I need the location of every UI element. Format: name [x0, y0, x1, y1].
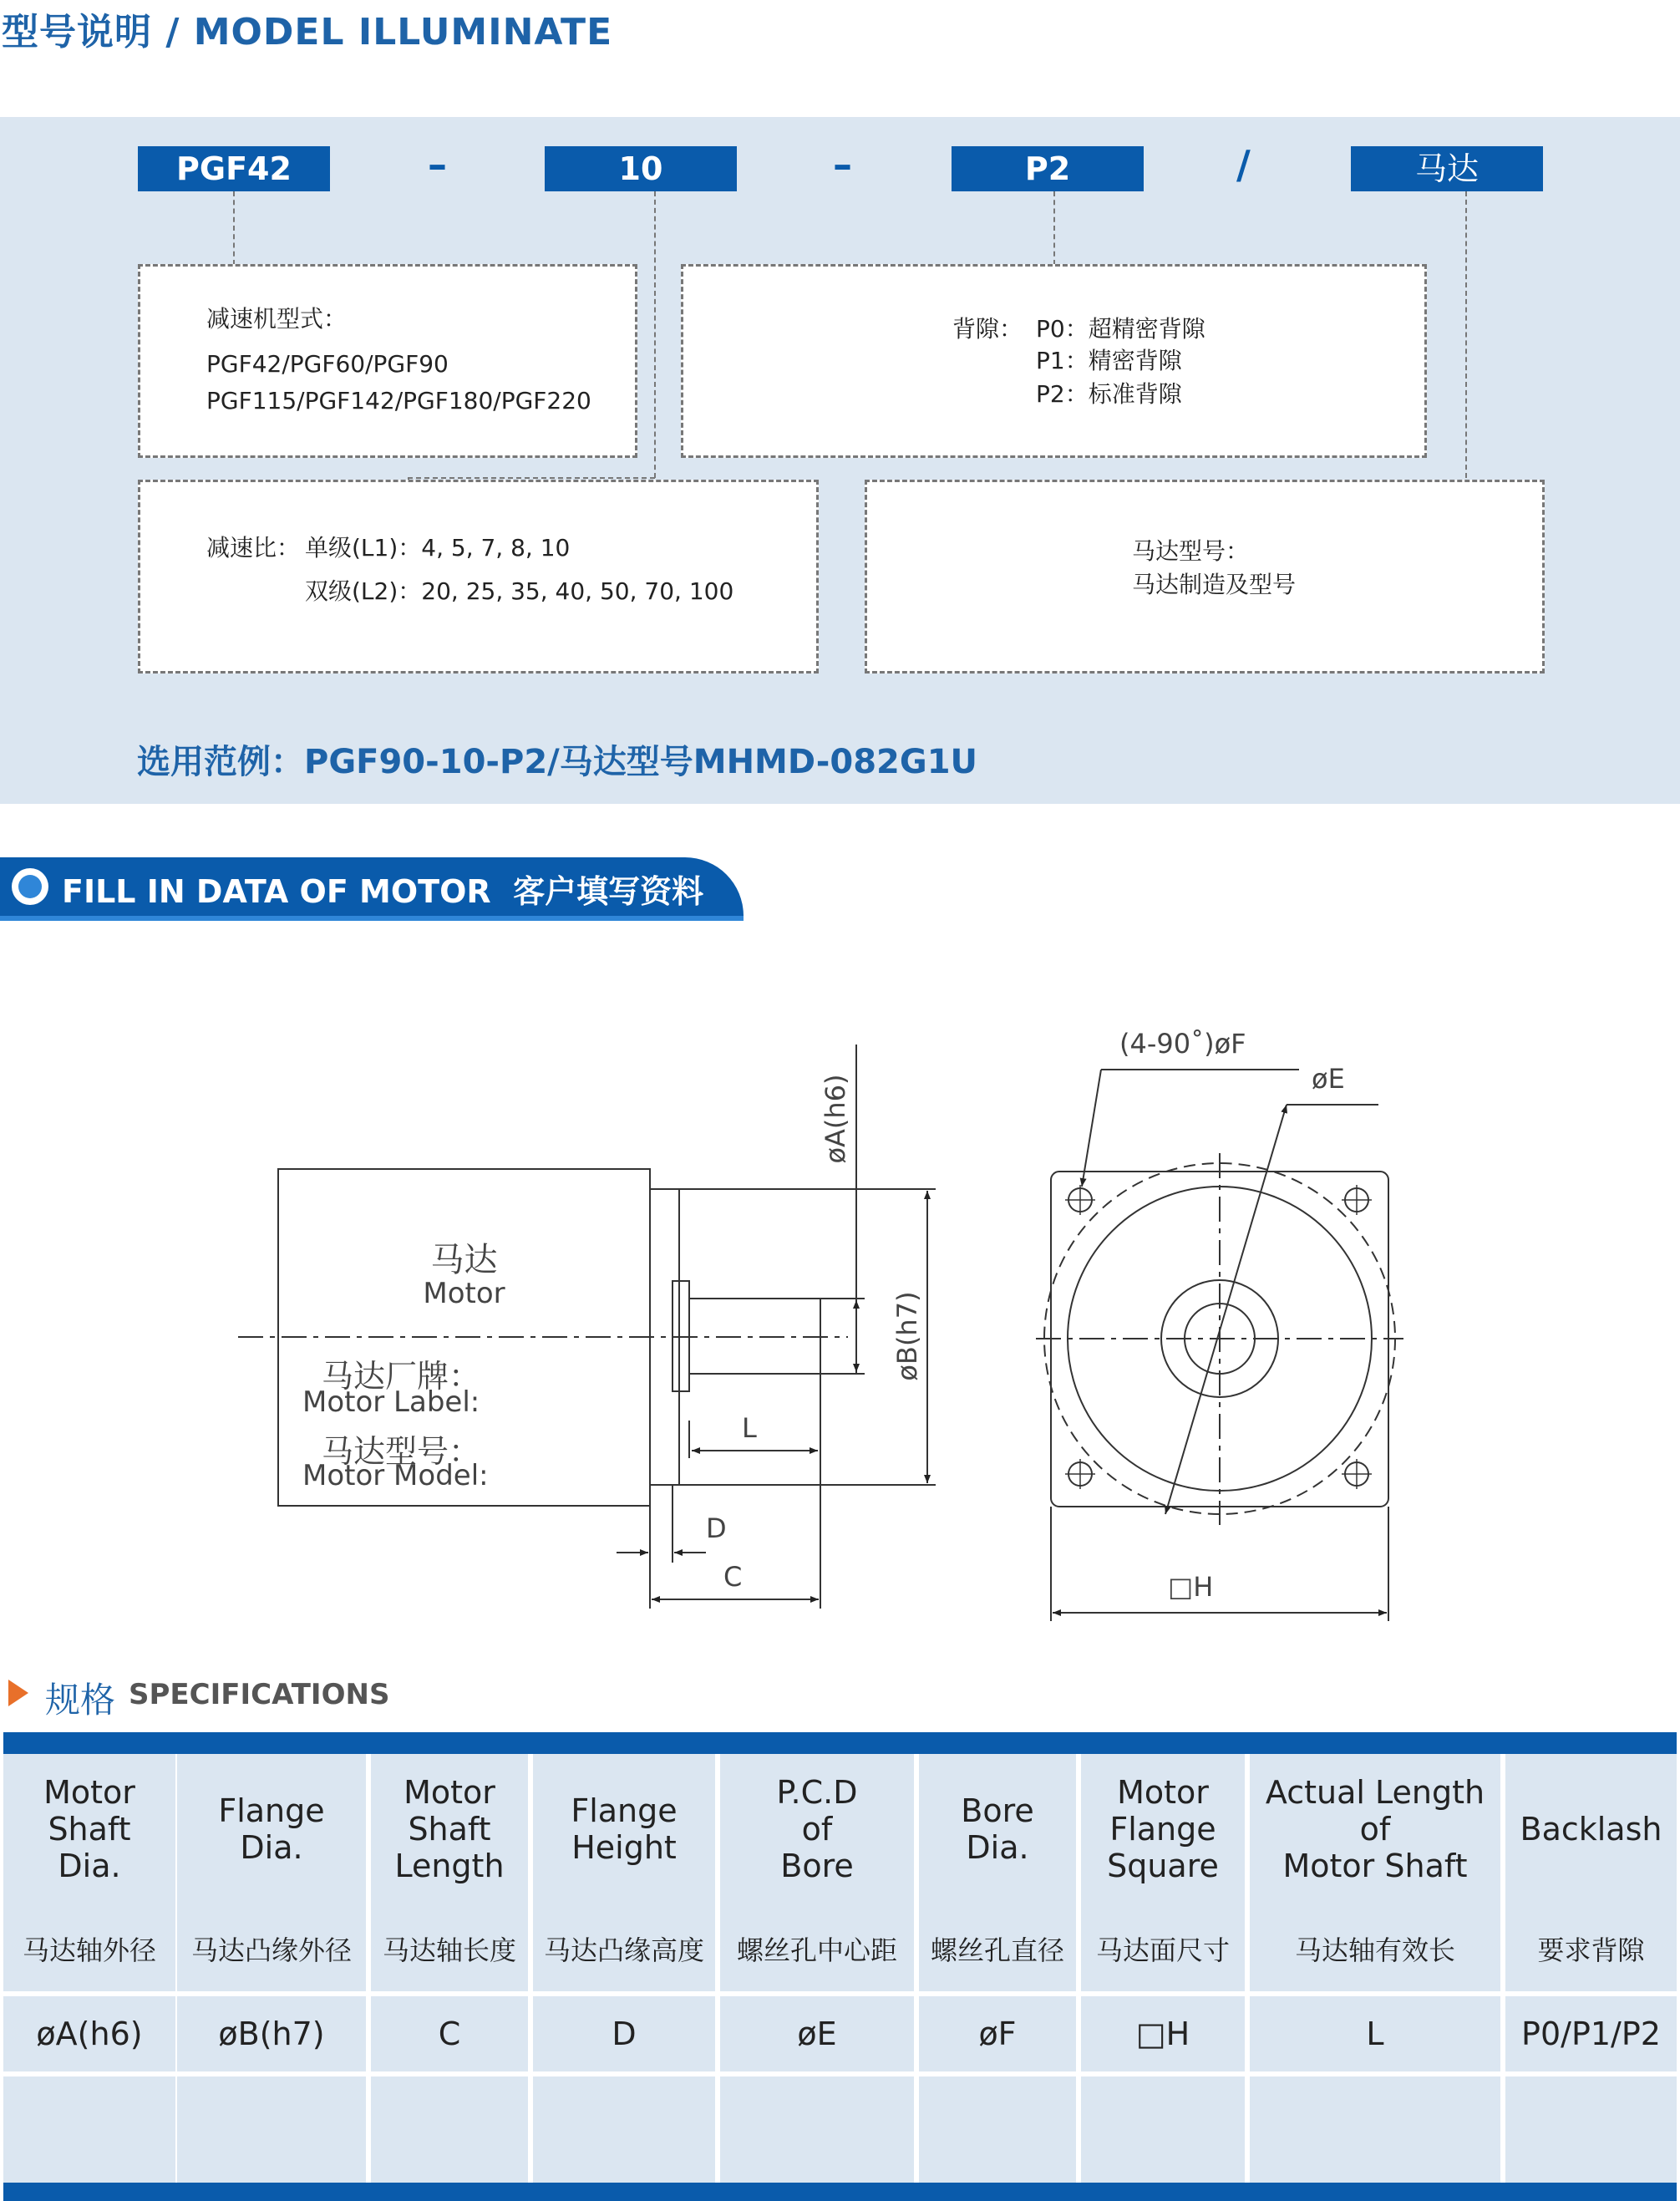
- connector-line: [408, 477, 655, 479]
- table-header-cell: [919, 1754, 1076, 1991]
- reducer-type-line: PGF115/PGF142/PGF180/PGF220: [206, 387, 591, 414]
- dim-l-label: L: [742, 1412, 757, 1444]
- table-input-cell[interactable]: [1505, 2076, 1677, 2183]
- column-header-en: Motor Shaft Dia.: [43, 1774, 135, 1884]
- table-symbol-cell: øA(h6): [3, 1996, 175, 2071]
- table-symbol-cell: D: [533, 1996, 715, 2071]
- connector-line: [233, 191, 235, 265]
- column-header-cn: 马达轴有效长: [1294, 1934, 1455, 1966]
- table-header-cell: [3, 1754, 175, 1991]
- backlash-option: P2：标准背隙: [1036, 380, 1182, 408]
- code-separator-3: /: [1236, 142, 1251, 187]
- code-separator-1: –: [428, 142, 447, 187]
- column-header-en: Flange Height: [571, 1792, 678, 1866]
- play-triangle-icon: [8, 1680, 28, 1706]
- table-header-cell: [720, 1754, 914, 1991]
- column-header-cn: 马达轴外径: [22, 1934, 156, 1966]
- backlash-label: 背隙：: [952, 315, 1023, 343]
- column-header-en: Backlash: [1520, 1811, 1662, 1848]
- table-input-cell[interactable]: [1081, 2076, 1245, 2183]
- code-box-ratio: 10: [545, 146, 737, 191]
- bullet-icon-inner: [18, 875, 42, 898]
- table-header-cell: [1081, 1754, 1245, 1991]
- dim-f-label: (4-90˚)øF: [1119, 1028, 1246, 1060]
- table-header-cell: [177, 1754, 366, 1991]
- reducer-type-label: 减速机型式：: [206, 305, 348, 333]
- table-symbol-cell: øF: [919, 1996, 1076, 2071]
- table-symbol-cell: L: [1250, 1996, 1500, 2071]
- column-header-cn: 马达轴长度: [382, 1934, 516, 1966]
- connector-line: [1053, 191, 1055, 265]
- model-code-panel: [0, 117, 1680, 804]
- table-symbol-cell: P0/P1/P2: [1505, 1996, 1677, 2071]
- column-header-en: Actual Length of Motor Shaft: [1265, 1774, 1485, 1884]
- column-header-cn: 螺丝孔中心距: [736, 1934, 897, 1966]
- motor-line: 马达制造及型号: [1132, 571, 1297, 598]
- specs-title-en: SPECIFICATIONS: [129, 1678, 390, 1711]
- table-symbol-cell: C: [371, 1996, 528, 2071]
- code-box-backlash: P2: [952, 146, 1144, 191]
- column-header-cn: 马达面尺寸: [1095, 1934, 1230, 1966]
- column-header-cn: 螺丝孔直径: [930, 1934, 1064, 1966]
- motor-label: 马达型号：: [1132, 537, 1250, 565]
- column-header-en: Motor Flange Square: [1107, 1774, 1219, 1884]
- connector-line: [1465, 191, 1467, 478]
- column-header-cn: 马达凸缘高度: [543, 1934, 704, 1966]
- table-symbol-cell: øB(h7): [177, 1996, 366, 2071]
- dim-a-label: øA(h6): [820, 1074, 851, 1164]
- column-header-en: Motor Shaft Length: [394, 1774, 505, 1884]
- table-symbol-cell: øE: [720, 1996, 914, 2071]
- column-header-en: Bore Dia.: [961, 1792, 1034, 1866]
- code-box-series: PGF42: [138, 146, 330, 191]
- code-separator-2: –: [833, 142, 852, 187]
- banner-title-en: FILL IN DATA OF MOTOR: [62, 873, 491, 910]
- table-header-cell: [1505, 1754, 1677, 1991]
- dim-b-label: øB(h7): [891, 1291, 923, 1381]
- table-input-cell[interactable]: [177, 2076, 366, 2183]
- dim-c-label: C: [723, 1561, 743, 1593]
- motor-name-en: Motor: [423, 1277, 505, 1310]
- table-input-cell[interactable]: [919, 2076, 1076, 2183]
- dim-h-label: □H: [1168, 1571, 1214, 1603]
- table-input-cell[interactable]: [1250, 2076, 1500, 2183]
- table-header-cell: [1250, 1754, 1500, 1991]
- table-input-cell[interactable]: [533, 2076, 715, 2183]
- motor-label-en: Motor Label:: [302, 1385, 480, 1419]
- selection-example: 选用范例：PGF90-10-P2/马达型号MHMD-082G1U: [137, 743, 978, 781]
- ratio-label: 减速比：: [206, 534, 301, 562]
- backlash-option: P0：超精密背隙: [1036, 315, 1205, 343]
- page-title: 型号说明 / MODEL ILLUMINATE: [2, 11, 613, 53]
- table-header-cell: [371, 1754, 528, 1991]
- dim-d-label: D: [706, 1512, 727, 1544]
- connector-line: [654, 191, 656, 478]
- reducer-type-line: PGF42/PGF60/PGF90: [206, 350, 449, 378]
- column-header-cn: 要求背隙: [1537, 1934, 1645, 1966]
- backlash-option: P1：精密背隙: [1036, 347, 1182, 374]
- table-input-cell[interactable]: [3, 2076, 175, 2183]
- section-banner-title: [62, 866, 703, 912]
- ratio-single: 单级(L1)：4, 5, 7, 8, 10: [305, 534, 571, 562]
- motor-label-cn: 马达厂牌：: [322, 1358, 481, 1395]
- table-top-border: [3, 1732, 1677, 1754]
- dim-e-label: øE: [1312, 1063, 1345, 1095]
- table-input-cell[interactable]: [371, 2076, 528, 2183]
- motor-model-en: Motor Model:: [302, 1459, 489, 1492]
- code-box-motor: 马达: [1351, 146, 1543, 191]
- banner-title-cn: 客户填写资料: [513, 873, 704, 910]
- specs-title-cn: 规格: [45, 1680, 116, 1721]
- table-symbol-cell: □H: [1081, 1996, 1245, 2071]
- table-header-cell: [533, 1754, 715, 1991]
- column-header-en: Flange Dia.: [218, 1792, 325, 1866]
- table-input-cell[interactable]: [720, 2076, 914, 2183]
- column-header-en: P.C.D of Bore: [776, 1774, 858, 1884]
- motor-model-cn: 马达型号：: [322, 1433, 481, 1470]
- table-bottom-border: [3, 2183, 1677, 2201]
- ratio-double: 双级(L2)：20, 25, 35, 40, 50, 70, 100: [305, 577, 734, 605]
- column-header-cn: 马达凸缘外径: [190, 1934, 352, 1966]
- motor-name-cn: 马达: [430, 1241, 498, 1279]
